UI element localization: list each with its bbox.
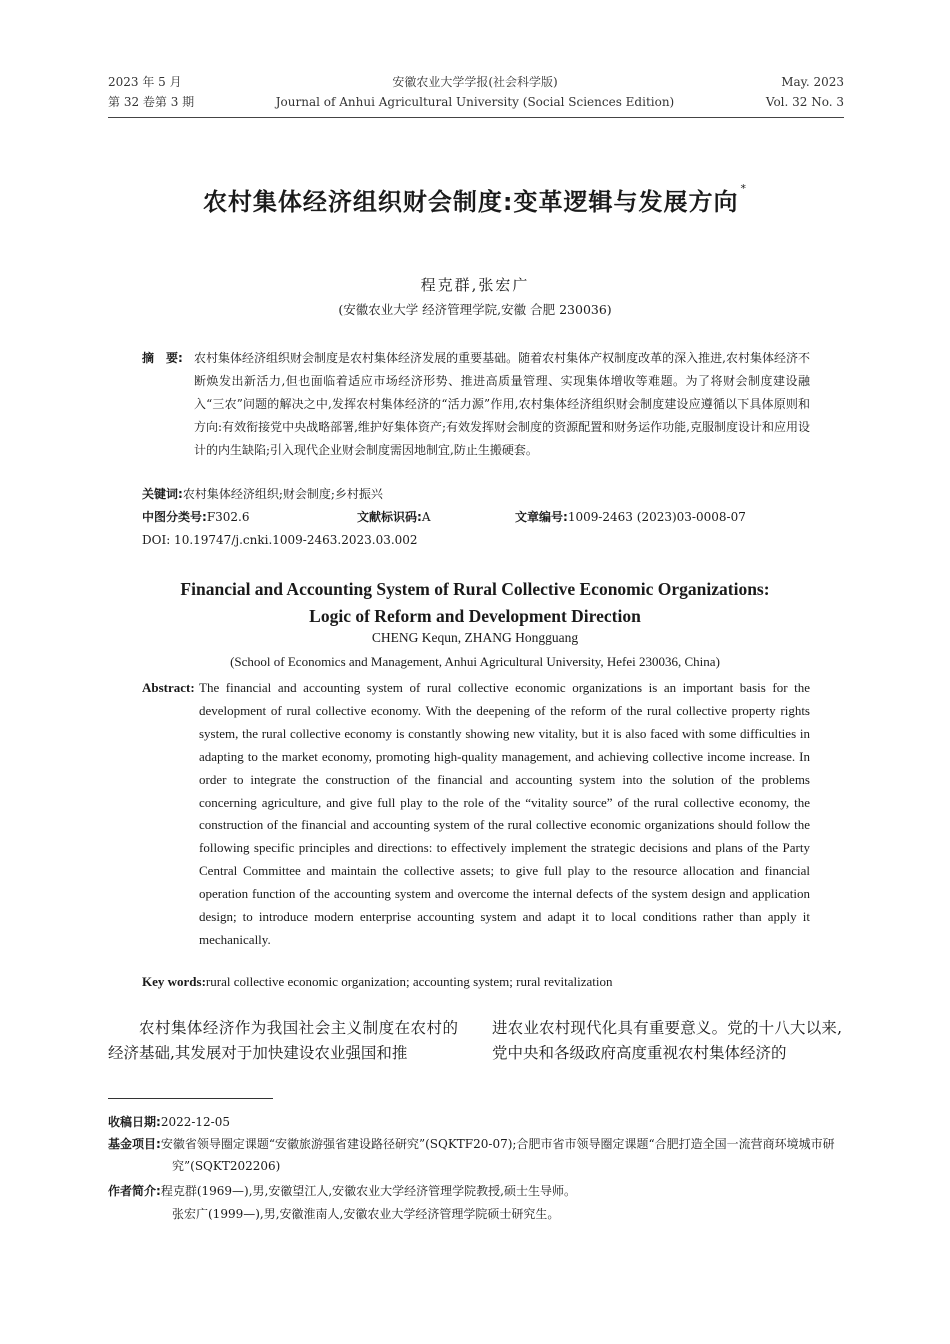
footnote-received xyxy=(108,1111,844,1133)
header-date-en: May. 2023 xyxy=(781,75,844,89)
author-intro-2: 张宏广(1999—),男,安徽淮南人,安徽农业大学经济管理学院硕士研究生。 xyxy=(172,1207,560,1221)
abstract-en xyxy=(142,677,810,952)
abstract-cn-label: 摘 要: xyxy=(142,351,183,365)
footnote-author-1 xyxy=(108,1180,844,1202)
document-code-label: 文献标识码: xyxy=(357,510,422,524)
footnote-fund xyxy=(108,1133,908,1177)
header-rule xyxy=(108,117,844,118)
fund-label: 基金项目: xyxy=(108,1137,161,1151)
article-number-value: 1009-2463 (2023)03-0008-07 xyxy=(567,510,746,524)
abstract-en-text: The financial and accounting system of rural collective economic organizations is an important basis for the development of rural collective economy. With the deepening of the reform of the rural collective property rights system, the rural collective economy is constantly showing new vitality, but it is also faced with some difficulties in adapting to the market economy, promoting high-quality management, and achieving collective income increase. In order to integrate the construction of the financial and accounting system into the solution of the problems concerning agriculture, and give full play to the role of the “vitality source” of the rural collective economy, the construction of the financial and accounting system of the rural collective economic organizations should follow the following specific principles and directions: to effectively implement the strategic decisions and plans of the Party Central Committee and maintain the collective assets; to give full play to the resource allocation and financial operation function of the accounting system and overcome the internal defects of the system design and application design; to introduce modern enterprise accounting system and adapt it to local conditions rather than apply it mechanically. xyxy=(199,680,810,947)
received-value: 2022-12-05 xyxy=(160,1115,230,1129)
affiliation-cn: (安徽农业大学 经济管理学院,安徽 合肥 230036) xyxy=(338,302,612,317)
keywords-en xyxy=(142,973,613,991)
clc-label: 中图分类号: xyxy=(142,510,207,524)
keywords-en-text: rural collective economic organization; accounting system; rural revitalization xyxy=(205,974,613,989)
authors-cn: 程克群,张宏广 xyxy=(420,276,530,294)
author-intro-1: 程克群(1969—),男,安徽望江人,安徽农业大学经济管理学院教授,硕士生导师。 xyxy=(160,1184,576,1198)
document-code xyxy=(357,508,430,526)
page-title-en xyxy=(0,576,950,630)
abstract-en-label: Abstract: xyxy=(142,680,195,695)
title-en-line2: Logic of Reform and Development Direction xyxy=(309,606,641,626)
header-volume-en: Vol. 32 No. 3 xyxy=(765,95,844,109)
footnote-rule xyxy=(108,1098,273,1099)
keywords-cn-text: 农村集体经济组织;财会制度;乡村振兴 xyxy=(182,487,383,501)
header-volume-cn: 第 32 卷第 3 期 xyxy=(108,95,195,109)
body-column-right: 进农业农村现代化具有重要意义。党的十八大以来,党中央和各级政府高度重视农村集体经济的 xyxy=(492,1019,842,1062)
clc-value: F302.6 xyxy=(206,510,250,524)
author-intro-label: 作者简介: xyxy=(108,1184,161,1198)
authors-en: CHENG Kequn, ZHANG Hongguang xyxy=(371,630,579,645)
affiliation-en: (School of Economics and Management, Anhui Agricultural University, Hefei 230036, China) xyxy=(230,654,720,669)
keywords-cn xyxy=(142,485,383,503)
page-title-cn xyxy=(0,182,950,217)
header-journal-en: Journal of Anhui Agricultural University (Social Sciences Edition) xyxy=(275,95,675,109)
doi: DOI: 10.19747/j.cnki.1009-2463.2023.03.002 xyxy=(142,533,418,547)
header-date-cn: 2023 年 5 月 xyxy=(108,75,182,89)
fund-value: 安徽省领导圈定课题“安徽旅游强省建设路径研究”(SQKTF20-07);合肥市省市领导圈定课题“合肥打造全国一流营商环境城市研究”(SQKT202206) xyxy=(160,1137,835,1173)
title-footnote-mark: * xyxy=(740,182,748,195)
header-issue-en xyxy=(766,72,844,112)
article-number xyxy=(515,508,746,526)
received-label: 收稿日期: xyxy=(108,1115,161,1129)
keywords-cn-label: 关键词: xyxy=(142,487,183,501)
header-journal-cn: 安徽农业大学学报(社会科学版) xyxy=(392,75,558,89)
clc-number xyxy=(142,508,250,526)
abstract-cn-text: 农村集体经济组织财会制度是农村集体经济发展的重要基础。随着农村集体产权制度改革的深入推进,农村集体经济不断焕发出新活力,但也面临着适应市场经济形势、推进高质量管理、实现集体增收等难题。为了将财会制度建设融入“三农”问题的解决之中,发挥农村集体经济的“活力源”作用,农村集体经济组织财会制度建设应遵循以下具体原则和方向:有效衔接党中央战略部署,维护好集体资产;有效发挥财会制度的资源配置和财务运作功能,克服制度设计和应用设计的内生缺陷;引入现代企业财会制度需因地制宜,防止生搬硬套。 xyxy=(194,351,810,457)
article-number-label: 文章编号: xyxy=(515,510,568,524)
footnote-author-2 xyxy=(108,1203,908,1225)
document-code-value: A xyxy=(421,510,431,524)
body-column-left: 农村集体经济作为我国社会主义制度在农村的经济基础,其发展对于加快建设农业强国和推 xyxy=(108,1019,458,1062)
title-en-line1: Financial and Accounting System of Rural Collective Economic Organizations: xyxy=(180,579,770,599)
abstract-cn xyxy=(142,347,810,462)
keywords-en-label: Key words: xyxy=(142,974,206,989)
title-cn-text: 农村集体经济组织财会制度:变革逻辑与发展方向 xyxy=(202,188,739,216)
